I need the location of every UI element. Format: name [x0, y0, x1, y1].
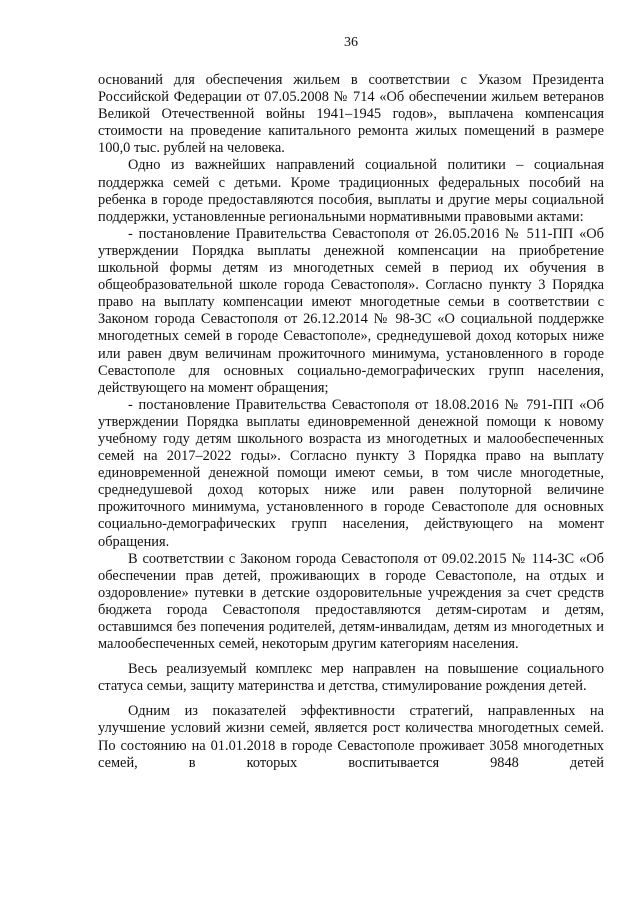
paragraph-law-114: В соответствии с Законом города Севастополя от 09.02.2015 № 114-ЗС «Об обеспечении прав детей, проживающих в городе Севастополе, на отдых и оздоровление» путевки в детские оздоровительные учреждения за счет средств бюджета города Севастополя предоставляются детям-сиротам и детям, оставшимся без попечения родителей, детям-инвалидам, детям из многодетных и малообеспеченных семей, некоторым другим категориям населения. — [98, 550, 604, 653]
paragraph-measures-summary: Весь реализуемый комплекс мер направлен на повышение социального статуса семьи, защиту материнства и детства, стимулирование рождения детей. — [98, 661, 604, 695]
page-number: 36 — [344, 35, 358, 50]
paragraph-social-support-intro: Одно из важнейших направлений социальной политики – социальная поддержка семей с детьми. Кроме традиционных федеральных пособий на ребенка в городе предоставляются пособия, выплаты и другие меры социальной поддержки, установленные региональными нормативными правовыми актами: — [98, 157, 604, 225]
document-body — [98, 72, 604, 772]
paragraph-large-families-stats: Одним из показателей эффективности стратегий, направленных на улучшение условий жизни семей, является рост количества многодетных семей. По состоянию на 01.01.2018 в городе Севастополе проживает 3058 многодетных семей, в которых воспитывается 9848 детей — [98, 703, 604, 771]
list-item-resolution-511: - постановление Правительства Севастополя от 26.05.2016 № 511-ПП «Об утверждении Порядка выплаты денежной компенсации на приобретение школьной формы детям из многодетных семей в период их обучения в общеобразовательной школе города Севастополя». Согласно пункту 3 Порядка право на выплату компенсации имеют многодетные семьи в соответствии с Законом города Севастополя от 26.12.2014 № 98-ЗС «О социальной поддержке многодетных семей в городе Севастополе», среднедушевой доход которых ниже или равен двум величинам прожиточного минимума, установленного в городе Севастополе для основных социально-демографических групп населения, действующего на момент обращения; — [98, 225, 604, 396]
list-item-resolution-791: - постановление Правительства Севастополя от 18.08.2016 № 791-ПП «Об утверждении Порядка выплаты единовременной денежной помощи к новому учебному году детям школьного возраста из многодетных и малообеспеченных семей на 2017–2022 годы». Согласно пункту 3 Порядка право на выплату единовременной денежной помощи имеют семьи, в том числе многодетные, среднедушевой доход которых ниже или равен полуторной величине прожиточного минимума, установленного в городе Севастополе для основных социально-демографических групп населения, действующего на момент обращения. — [98, 396, 604, 550]
paragraph-housing-compensation: оснований для обеспечения жильем в соответствии с Указом Президента Российской Федерации от 07.05.2008 № 714 «Об обеспечении жильем ветеранов Великой Отечественной войны 1941–1945 годов», выплачена компенсация стоимости на проведение капитального ремонта жилых помещений в размере 100,0 тыс. рублей на человека. — [98, 72, 604, 157]
